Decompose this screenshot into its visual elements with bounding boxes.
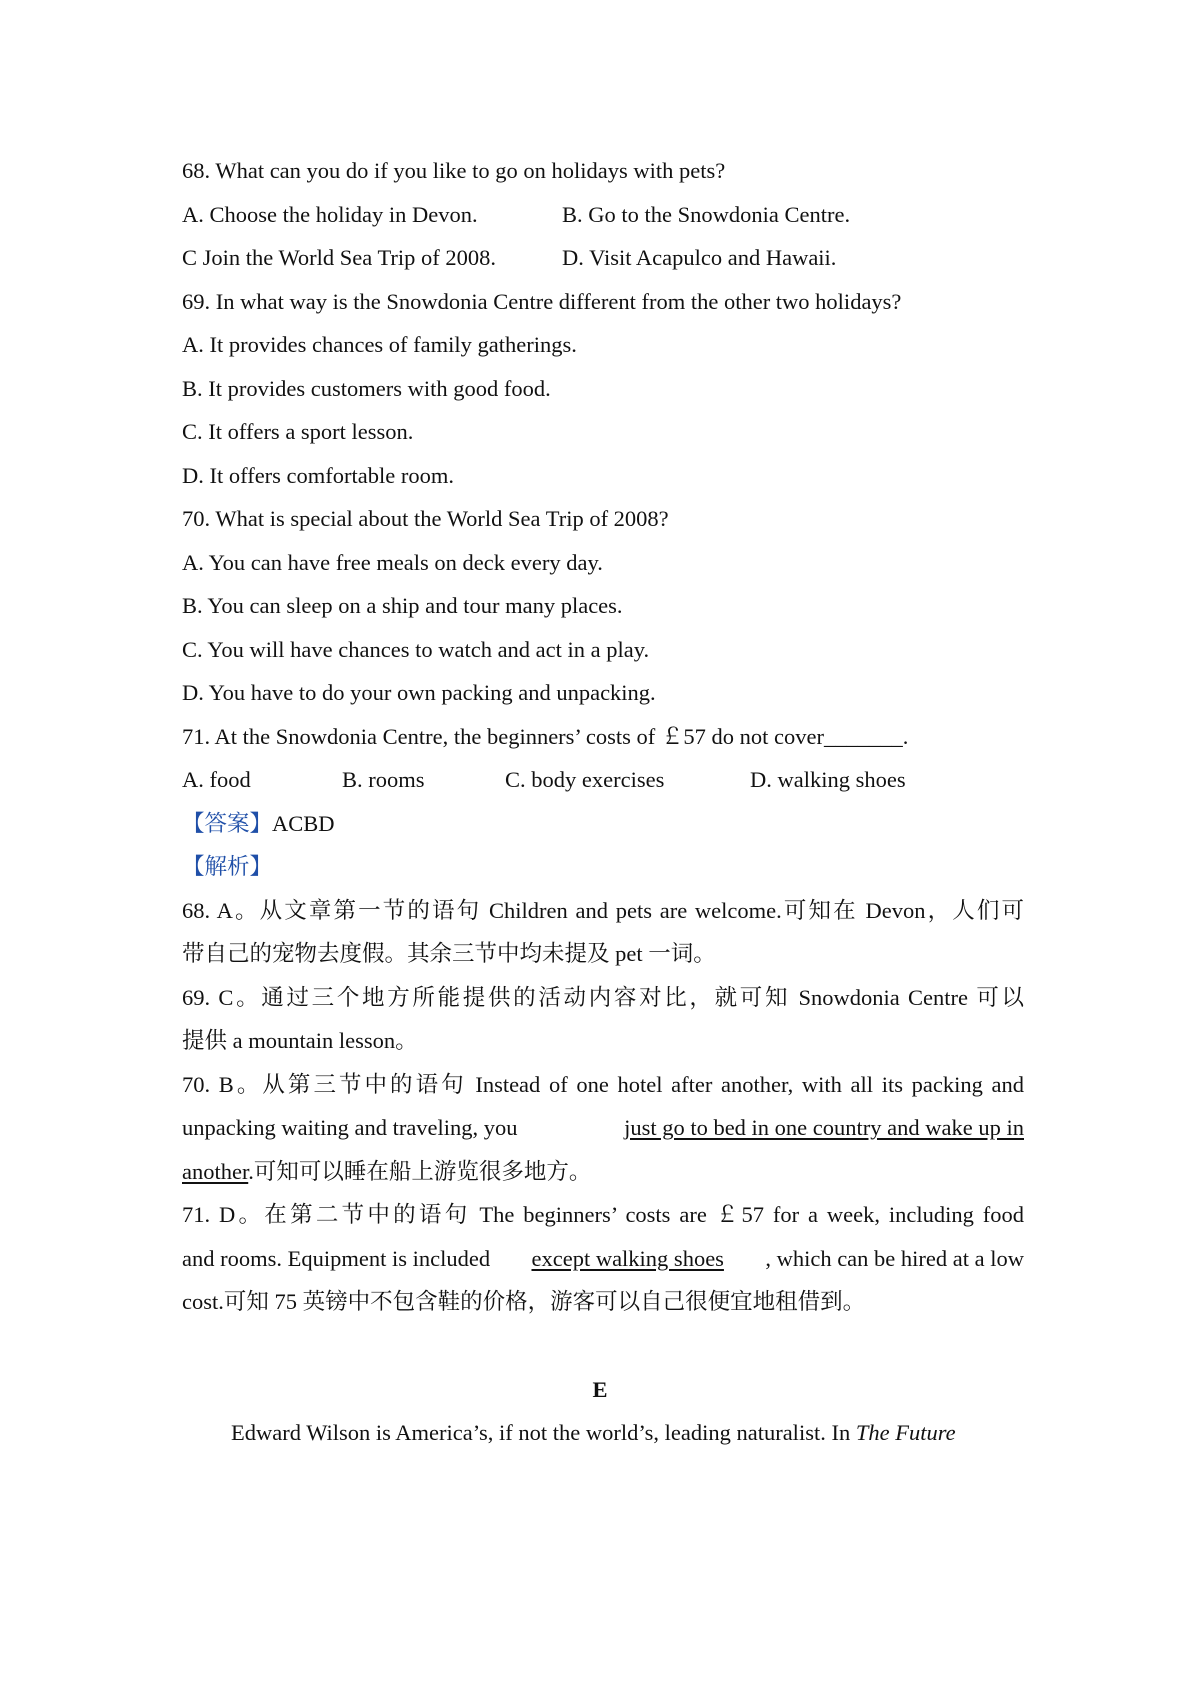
question-68-option-b: B. Go to the Snowdonia Centre. — [562, 202, 851, 227]
section-e-first-line-text: Edward Wilson is America’s, if not the world’s, leading naturalist. In — [231, 1420, 856, 1445]
question-68-stem: 68. What can you do if you like to go on holidays with pets? — [182, 158, 726, 183]
explanation-68-line-1: 68. A。从文章第一节的语句 Children and pets are welcome.可知在 Devon，人们可 — [182, 898, 1024, 923]
book-title: The Future — [855, 1420, 956, 1445]
question-70-option-b: B. You can sleep on a ship and tour many places. — [182, 593, 623, 618]
question-69-option-b: B. It provides customers with good food. — [182, 376, 551, 401]
question-70-option-d: D. You have to do your own packing and unpacking. — [182, 680, 656, 705]
answer-label: 【答案】 — [182, 811, 273, 836]
explanation-71-line-3: cost.可知 75 英镑中不包含鞋的价格，游客可以自己很便宜地租借到。 — [182, 1289, 866, 1314]
answer-value: ACBD — [272, 811, 335, 836]
explanation-71-line-2-start: and rooms. Equipment is included — [182, 1246, 491, 1271]
explanation-70-line-1: 70. B。从第三节中的语句 Instead of one hotel after another, with all its packing and — [182, 1072, 1024, 1097]
explanation-71-line-2 — [182, 1244, 1024, 1274]
question-69-option-c: C. It offers a sport lesson. — [182, 419, 414, 444]
question-70-option-a: A. You can have free meals on deck every day. — [182, 550, 603, 575]
explanation-70-line-3 — [182, 1157, 591, 1187]
section-e-first-line — [231, 1418, 956, 1448]
explanation-71-quote-underlined: except walking shoes — [531, 1246, 724, 1271]
answer-line — [182, 809, 335, 839]
question-71-stem: 71. At the Snowdonia Centre, the beginners’ costs of ￡57 do not cover_______. — [182, 724, 909, 749]
explanation-71-line-1: 71. D。在第二节中的语句 The beginners’ costs are ￡57 for a week, including food — [182, 1202, 1024, 1227]
section-e-heading: E — [592, 1377, 608, 1402]
question-71-option-a: A. food — [182, 767, 251, 792]
question-68-option-c: C Join the World Sea Trip of 2008. — [182, 245, 497, 270]
explanation-70-line-2-text: unpacking waiting and traveling, you — [182, 1115, 518, 1140]
question-68-option-a: A. Choose the holiday in Devon. — [182, 202, 478, 227]
explanation-69-line-1: 69. C。通过三个地方所能提供的活动内容对比，就可知 Snowdonia Centre 可以 — [182, 985, 1024, 1010]
analysis-label: 【解析】 — [182, 854, 273, 879]
question-69-stem: 69. In what way is the Snowdonia Centre different from the other two holidays? — [182, 289, 902, 314]
explanation-70-quote-underlined: just go to bed in one country and wake up in — [624, 1115, 1024, 1140]
explanation-70-conclusion: .可知可以睡在船上游览很多地方。 — [248, 1159, 592, 1184]
explanation-71-line-2-end: , which can be hired at a low — [765, 1246, 1024, 1271]
explanation-70-line-2 — [182, 1113, 1024, 1143]
question-70-stem: 70. What is special about the World Sea Trip of 2008? — [182, 506, 669, 531]
explanation-70-quote-end-underlined: another — [182, 1159, 249, 1184]
question-71-option-c: C. body exercises — [505, 767, 665, 792]
question-69-option-d: D. It offers comfortable room. — [182, 463, 454, 488]
question-71-option-d: D. walking shoes — [750, 767, 906, 792]
explanation-69-line-2: 提供 a mountain lesson。 — [182, 1028, 418, 1053]
explanation-68-line-2: 带自己的宠物去度假。其余三节中均未提及 pet 一词。 — [182, 941, 716, 966]
question-68-option-d: D. Visit Acapulco and Hawaii. — [562, 245, 837, 270]
question-71-option-b: B. rooms — [342, 767, 425, 792]
question-69-option-a: A. It provides chances of family gatherings. — [182, 332, 577, 357]
question-70-option-c: C. You will have chances to watch and act in a play. — [182, 637, 650, 662]
